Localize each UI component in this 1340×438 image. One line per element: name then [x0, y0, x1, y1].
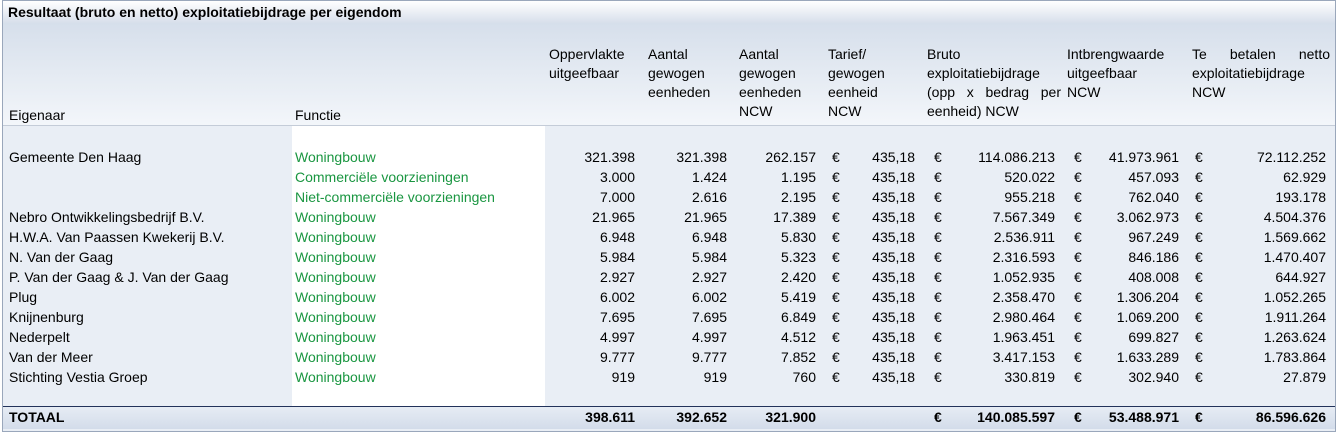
- cell-owner: Knijnenburg: [9, 309, 84, 325]
- net-currency: €: [1195, 349, 1203, 365]
- cell-net: 644.927: [1275, 269, 1326, 285]
- cell-net: 62.929: [1283, 169, 1326, 185]
- header-units-ncw: Aantal gewogen eenheden NCW: [739, 46, 802, 119]
- cell-contribution: 457.093: [1128, 169, 1179, 185]
- cell-units: 21.965: [684, 209, 727, 225]
- cell-units-ncw: 262.157: [765, 149, 816, 165]
- cell-contribution: 1.633.289: [1116, 349, 1179, 365]
- header-units: Aantal gewogen eenheden: [648, 46, 711, 100]
- contribution-currency: €: [1074, 249, 1082, 265]
- total-units: 392.652: [676, 409, 727, 425]
- cell-units-ncw: 760: [792, 369, 816, 385]
- gross-currency: €: [934, 369, 942, 385]
- title-bar: [3, 1, 1335, 23]
- cell-function: Woningbouw: [295, 269, 376, 285]
- gross-currency: €: [934, 289, 942, 305]
- net-currency: €: [1195, 249, 1203, 265]
- table-title: Resultaat (bruto en netto) exploitatiebijdrage per eigendom: [8, 4, 402, 20]
- cell-gross: 114.086.213: [978, 149, 1055, 165]
- total-net-currency: €: [1195, 409, 1203, 425]
- cell-owner: H.W.A. Van Paassen Kwekerij B.V.: [9, 229, 225, 245]
- total-units-ncw: 321.900: [765, 409, 816, 425]
- cell-function: Woningbouw: [295, 349, 376, 365]
- table-row: [3, 247, 1335, 267]
- table-row: [3, 287, 1335, 307]
- gross-currency: €: [934, 249, 942, 265]
- gross-currency: €: [934, 269, 942, 285]
- gross-currency: €: [934, 309, 942, 325]
- cell-contribution: 3.062.973: [1116, 209, 1179, 225]
- cell-net: 193.178: [1275, 189, 1326, 205]
- net-currency: €: [1195, 289, 1203, 305]
- contribution-currency: €: [1074, 349, 1082, 365]
- cell-owner: Van der Meer: [9, 349, 93, 365]
- net-currency: €: [1195, 169, 1203, 185]
- net-currency: €: [1195, 309, 1203, 325]
- cell-units: 919: [703, 369, 727, 385]
- total-net: 86.596.626: [1255, 409, 1326, 425]
- tariff-currency: €: [832, 329, 840, 345]
- cell-units-ncw: 2.195: [780, 189, 816, 205]
- table-row: [3, 307, 1335, 327]
- net-currency: €: [1195, 329, 1203, 345]
- cell-tariff: 435,18: [872, 229, 915, 245]
- cell-tariff: 435,18: [872, 209, 915, 225]
- cell-units-ncw: 6.849: [780, 309, 816, 325]
- cell-owner: P. Van der Gaag & J. Van der Gaag: [9, 269, 229, 285]
- cell-contribution: 762.040: [1128, 189, 1179, 205]
- cell-contribution: 302.940: [1128, 369, 1179, 385]
- tariff-currency: €: [832, 169, 840, 185]
- cell-gross: 3.417.153: [992, 349, 1055, 365]
- cell-area: 321.398: [584, 149, 635, 165]
- cell-gross: 955.218: [1004, 189, 1055, 205]
- cell-units-ncw: 1.195: [780, 169, 816, 185]
- table-row: [3, 327, 1335, 347]
- cell-area: 6.002: [599, 289, 635, 305]
- table-row: [3, 187, 1335, 207]
- cell-units-ncw: 7.852: [780, 349, 816, 365]
- cell-net: 4.504.376: [1263, 209, 1326, 225]
- table-row: [3, 267, 1335, 287]
- cell-contribution: 699.827: [1128, 329, 1179, 345]
- cell-net: 1.470.407: [1263, 249, 1326, 265]
- contribution-currency: €: [1074, 289, 1082, 305]
- cell-net: 1.263.624: [1263, 329, 1326, 345]
- contribution-currency: €: [1074, 269, 1082, 285]
- cell-tariff: 435,18: [872, 249, 915, 265]
- exploitatie-table: [2, 0, 1336, 432]
- cell-contribution: 408.008: [1128, 269, 1179, 285]
- cell-units-ncw: 5.830: [780, 229, 816, 245]
- tariff-currency: €: [832, 189, 840, 205]
- tariff-currency: €: [832, 209, 840, 225]
- contribution-currency: €: [1074, 369, 1082, 385]
- cell-function: Woningbouw: [295, 329, 376, 345]
- cell-area: 7.695: [599, 309, 635, 325]
- total-contribution: 53.488.971: [1108, 409, 1179, 425]
- cell-owner: Nederpelt: [9, 329, 70, 345]
- cell-function: Commerciële voorzieningen: [295, 169, 469, 185]
- cell-net: 1.569.662: [1263, 229, 1326, 245]
- tariff-currency: €: [832, 149, 840, 165]
- cell-gross: 2.358.470: [992, 289, 1055, 305]
- table-row: [3, 147, 1335, 167]
- cell-function: Woningbouw: [295, 309, 376, 325]
- cell-gross: 7.567.349: [992, 209, 1055, 225]
- cell-gross: 1.963.451: [992, 329, 1055, 345]
- cell-contribution: 41.973.961: [1108, 149, 1179, 165]
- gross-currency: €: [934, 189, 942, 205]
- cell-tariff: 435,18: [872, 349, 915, 365]
- tariff-currency: €: [832, 309, 840, 325]
- cell-tariff: 435,18: [872, 189, 915, 205]
- cell-units: 7.695: [691, 309, 727, 325]
- cell-contribution: 1.306.204: [1116, 289, 1179, 305]
- header-gross: Bruto exploitatiebijdrage (opp x bedrag per eenheid) NCW: [927, 46, 1061, 119]
- cell-area: 7.000: [599, 189, 635, 205]
- gross-currency: €: [934, 229, 942, 245]
- net-currency: €: [1195, 189, 1203, 205]
- cell-contribution: 1.069.200: [1116, 309, 1179, 325]
- header-owner: Eigenaar: [9, 107, 66, 123]
- cell-tariff: 435,18: [872, 289, 915, 305]
- cell-owner: Gemeente Den Haag: [9, 149, 142, 165]
- cell-units-ncw: 5.419: [780, 289, 816, 305]
- cell-area: 2.927: [599, 269, 635, 285]
- table-header: [3, 23, 1335, 126]
- cell-tariff: 435,18: [872, 269, 915, 285]
- contribution-currency: €: [1074, 329, 1082, 345]
- cell-units-ncw: 4.512: [780, 329, 816, 345]
- cell-function: Woningbouw: [295, 149, 376, 165]
- contribution-currency: €: [1074, 149, 1082, 165]
- table-row: [3, 207, 1335, 227]
- net-currency: €: [1195, 269, 1203, 285]
- total-label: TOTAAL: [9, 409, 65, 425]
- header-contribution: Intbrengwaarde uitgeefbaar NCW: [1067, 46, 1165, 100]
- cell-area: 9.777: [599, 349, 635, 365]
- net-currency: €: [1195, 369, 1203, 385]
- cell-units: 321.398: [676, 149, 727, 165]
- table-row: [3, 347, 1335, 367]
- cell-area: 5.984: [599, 249, 635, 265]
- cell-area: 919: [611, 369, 635, 385]
- cell-tariff: 435,18: [872, 369, 915, 385]
- total-contribution-currency: €: [1074, 409, 1082, 425]
- cell-tariff: 435,18: [872, 149, 915, 165]
- cell-owner: N. Van der Gaag: [9, 249, 114, 265]
- total-row: [3, 406, 1335, 429]
- cell-function: Niet-commerciële voorzieningen: [295, 189, 495, 205]
- cell-area: 3.000: [599, 169, 635, 185]
- total-gross: 140.085.597: [977, 409, 1055, 425]
- cell-owner: Nebro Ontwikkelingsbedrijf B.V.: [9, 209, 205, 225]
- gross-currency: €: [934, 149, 942, 165]
- cell-net: 27.879: [1283, 369, 1326, 385]
- cell-net: 1.911.264: [1264, 309, 1326, 325]
- gross-currency: €: [934, 329, 942, 345]
- tariff-currency: €: [832, 349, 840, 365]
- cell-area: 4.997: [599, 329, 635, 345]
- cell-gross: 520.022: [1004, 169, 1055, 185]
- gross-currency: €: [934, 169, 942, 185]
- cell-units: 6.948: [691, 229, 727, 245]
- cell-area: 6.948: [599, 229, 635, 245]
- cell-function: Woningbouw: [295, 369, 376, 385]
- table-row: [3, 367, 1335, 387]
- cell-units: 4.997: [691, 329, 727, 345]
- cell-gross: 1.052.935: [992, 269, 1055, 285]
- net-currency: €: [1195, 229, 1203, 245]
- gross-currency: €: [934, 349, 942, 365]
- cell-units-ncw: 2.420: [780, 269, 816, 285]
- contribution-currency: €: [1074, 169, 1082, 185]
- cell-units: 2.927: [691, 269, 727, 285]
- tariff-currency: €: [832, 289, 840, 305]
- cell-units-ncw: 17.389: [773, 209, 816, 225]
- contribution-currency: €: [1074, 189, 1082, 205]
- cell-units-ncw: 5.323: [780, 249, 816, 265]
- cell-function: Woningbouw: [295, 249, 376, 265]
- cell-units: 6.002: [691, 289, 727, 305]
- cell-units: 5.984: [691, 249, 727, 265]
- total-gross-currency: €: [934, 409, 942, 425]
- tariff-currency: €: [832, 229, 840, 245]
- cell-contribution: 846.186: [1128, 249, 1179, 265]
- contribution-currency: €: [1074, 209, 1082, 225]
- cell-net: 72.112.252: [1256, 149, 1326, 165]
- cell-tariff: 435,18: [872, 309, 915, 325]
- cell-gross: 2.980.464: [992, 309, 1055, 325]
- cell-contribution: 967.249: [1128, 229, 1179, 245]
- cell-area: 21.965: [592, 209, 635, 225]
- header-net: Te betalen netto exploitatiebijdrage NCW: [1192, 46, 1330, 100]
- cell-function: Woningbouw: [295, 209, 376, 225]
- header-function: Functie: [295, 107, 341, 123]
- net-currency: €: [1195, 209, 1203, 225]
- header-area: Oppervlakte uitgeefbaar: [549, 46, 625, 81]
- cell-gross: 2.536.911: [993, 229, 1055, 245]
- cell-net: 1.052.265: [1263, 289, 1326, 305]
- cell-net: 1.783.864: [1263, 349, 1326, 365]
- cell-tariff: 435,18: [872, 329, 915, 345]
- header-tariff: Tarief/ gewogen eenheid NCW: [828, 46, 885, 119]
- tariff-currency: €: [832, 249, 840, 265]
- gross-currency: €: [934, 209, 942, 225]
- cell-gross: 330.819: [1004, 369, 1055, 385]
- cell-function: Woningbouw: [295, 229, 376, 245]
- table-row: [3, 227, 1335, 247]
- cell-units: 1.424: [691, 169, 727, 185]
- net-currency: €: [1195, 149, 1203, 165]
- cell-owner: Stichting Vestia Groep: [9, 369, 148, 385]
- total-area: 398.611: [585, 409, 635, 425]
- cell-units: 9.777: [691, 349, 727, 365]
- tariff-currency: €: [832, 269, 840, 285]
- table-row: [3, 167, 1335, 187]
- contribution-currency: €: [1074, 309, 1082, 325]
- cell-tariff: 435,18: [872, 169, 915, 185]
- contribution-currency: €: [1074, 229, 1082, 245]
- cell-units: 2.616: [691, 189, 727, 205]
- cell-function: Woningbouw: [295, 289, 376, 305]
- cell-owner: Plug: [9, 289, 38, 305]
- cell-gross: 2.316.593: [992, 249, 1055, 265]
- tariff-currency: €: [832, 369, 840, 385]
